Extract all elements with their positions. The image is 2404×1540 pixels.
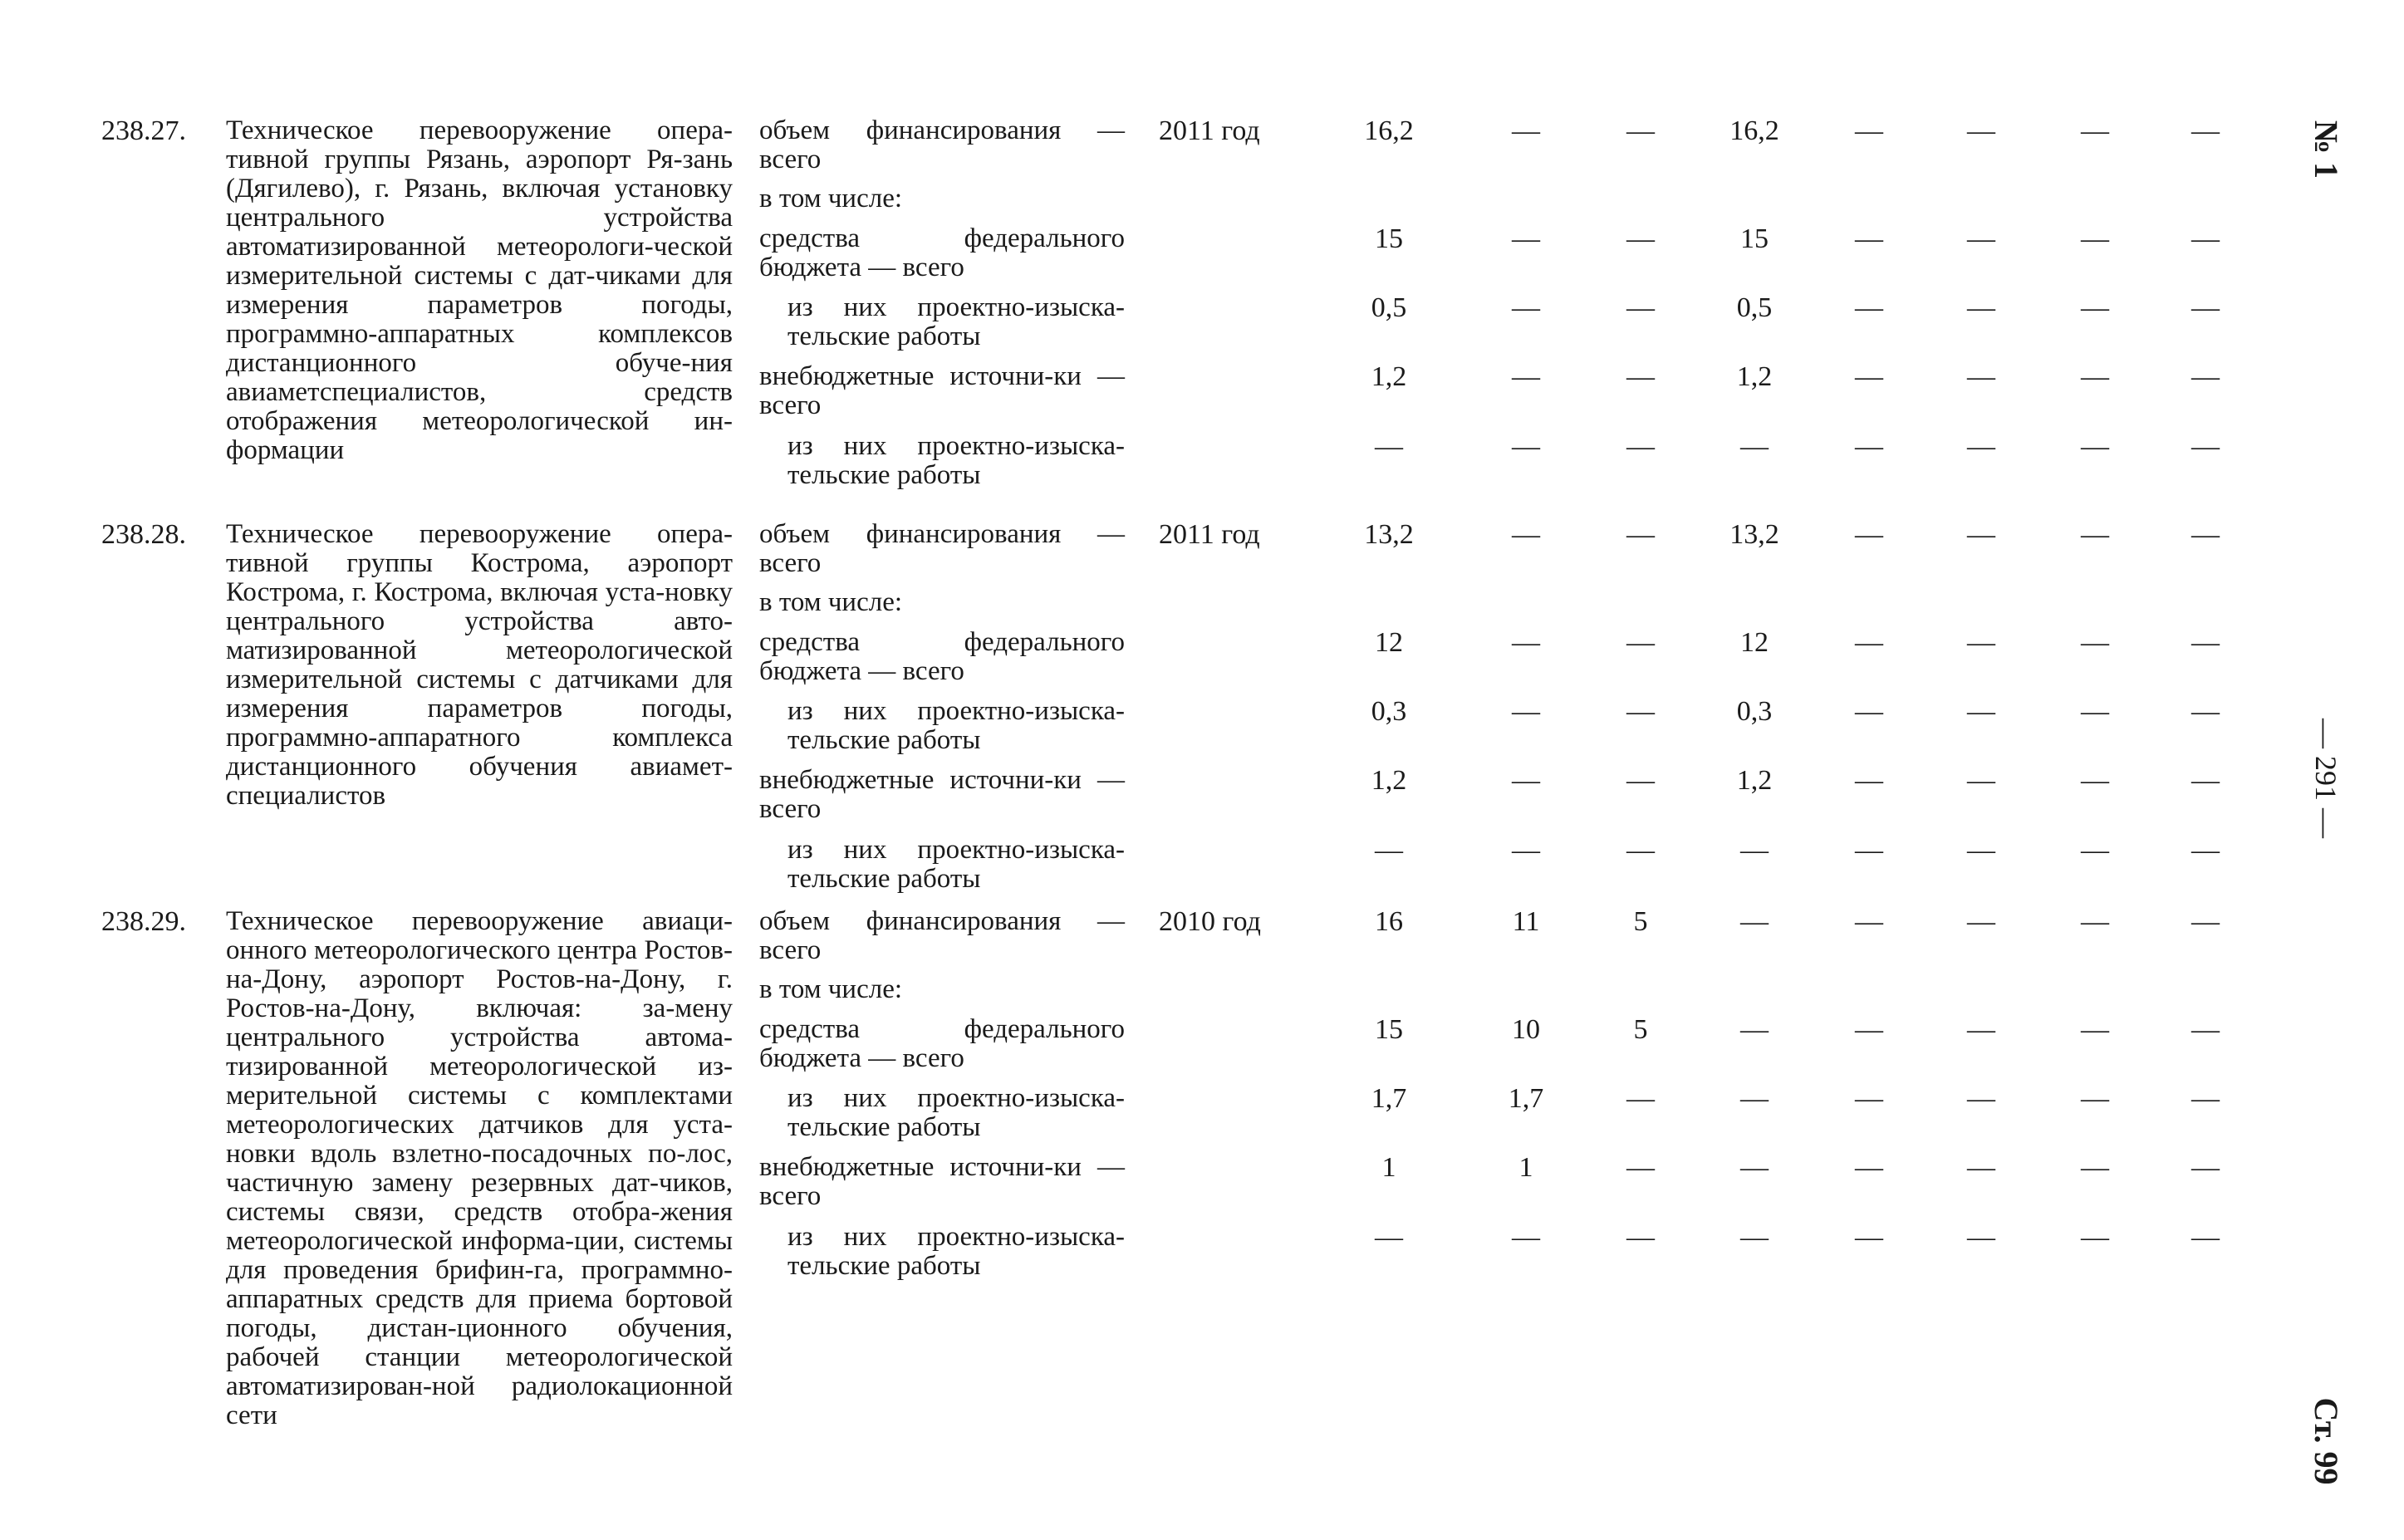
value-cell: — (1626, 835, 1655, 866)
value-cell: — (2191, 906, 2220, 937)
value-cell: — (1967, 519, 1995, 550)
funding-row-total (0, 520, 2404, 586)
value-cell: — (1626, 431, 1655, 462)
value-cell: — (1626, 361, 1655, 392)
row-label: в том числе: (759, 184, 903, 213)
row-label: в том числе: (759, 587, 903, 617)
value-cell: — (2081, 835, 2109, 866)
value-cell: — (1967, 1152, 1995, 1183)
value-cell: — (2191, 1222, 2220, 1253)
value-cell: — (1967, 115, 1995, 146)
row-label: в том числе: (759, 974, 903, 1004)
funding-row-total (0, 116, 2404, 183)
value-cell: — (2081, 627, 2109, 658)
value-cell: — (2081, 223, 2109, 254)
value-cell: — (1740, 1014, 1769, 1045)
value-cell: — (1626, 115, 1655, 146)
value-cell: — (1512, 115, 1540, 146)
value-cell: 0,3 (1371, 696, 1407, 727)
value-cell: — (1626, 1083, 1655, 1114)
row-label: из них проектно-изыска-тельские работы (787, 1083, 1125, 1142)
row-label: объем финансирования — всего (759, 906, 1125, 965)
value-cell: — (1626, 292, 1655, 323)
value-cell: — (1512, 765, 1540, 796)
funding-row-total (0, 907, 2404, 974)
entry-title: Техническое перевооружение авиаци-онного метеорологического центра Ростов-на-Дону, аэропорт Ростов-на-Дону, г. Ростов-на-Дону, включая: за-мену центрального устройства автома-тизированной метеорологической из-мерительной системы с комплектами метеорологических датчиков для уста-новки вдоль взлетно-посадочных по-лос, частичную замену резервных дат-чиков, системы связи, средств отобра-жения метеорологической информа-ции, системы для проведения брифин-га, программно-аппаратных средств для приема бортовой погоды, дистан-ционного обучения, рабочей станции метеорологической автоматизирован-ной радиолокационной сети (226, 906, 733, 1430)
value-cell: — (1626, 765, 1655, 796)
value-cell: 1 (1381, 1152, 1396, 1183)
value-cell: — (1967, 696, 1995, 727)
value-cell: — (1855, 1152, 1883, 1183)
value-cell: 1,2 (1736, 765, 1773, 796)
value-cell: — (1967, 431, 1995, 462)
value-cell: — (2081, 696, 2109, 727)
issue-number: № 1 (2308, 120, 2345, 179)
value-cell: — (1740, 835, 1769, 866)
value-cell: — (1967, 765, 1995, 796)
value-cell: 1,7 (1508, 1083, 1544, 1114)
value-cell: 1,2 (1736, 361, 1773, 392)
value-cell: — (2191, 1083, 2220, 1114)
value-cell: — (1967, 1222, 1995, 1253)
row-label: внебюджетные источни-ки — всего (759, 765, 1125, 824)
value-cell: — (1512, 292, 1540, 323)
funding-row-extrabudget-design (0, 836, 2404, 902)
value-cell: 12 (1740, 627, 1769, 658)
value-cell: 0,3 (1736, 696, 1773, 727)
value-cell: — (2191, 115, 2220, 146)
value-cell: 13,2 (1729, 519, 1779, 550)
value-cell: — (1626, 519, 1655, 550)
funding-row-federal (0, 628, 2404, 694)
value-cell: 15 (1375, 1014, 1403, 1045)
value-cell: — (1626, 1152, 1655, 1183)
value-cell: 12 (1375, 627, 1403, 658)
value-cell: — (1855, 765, 1883, 796)
row-label: из них проектно-изыска-тельские работы (787, 1222, 1125, 1281)
value-cell: 16,2 (1364, 115, 1414, 146)
value-cell: — (1375, 431, 1403, 462)
value-cell: — (1967, 835, 1995, 866)
value-cell: — (1375, 835, 1403, 866)
value-cell: 13,2 (1364, 519, 1414, 550)
value-cell: — (2081, 519, 2109, 550)
value-cell: — (2191, 292, 2220, 323)
value-cell: — (2191, 1014, 2220, 1045)
funding-row-extrabudget (0, 1153, 2404, 1219)
value-cell: — (1740, 1152, 1769, 1183)
value-cell: — (2191, 627, 2220, 658)
value-cell: — (2191, 696, 2220, 727)
value-cell: — (2081, 1152, 2109, 1183)
funding-row-federal (0, 1015, 2404, 1081)
funding-row-federal-design (0, 1084, 2404, 1150)
value-cell: 1,2 (1371, 361, 1407, 392)
value-cell: — (2081, 1222, 2109, 1253)
value-cell: — (1855, 835, 1883, 866)
value-cell: — (1512, 1222, 1540, 1253)
value-cell: — (1967, 1014, 1995, 1045)
row-label: средства федерального бюджета — всего (759, 223, 1125, 282)
value-cell: 1,2 (1371, 765, 1407, 796)
page-number: — 291 — (2309, 719, 2343, 838)
value-cell: — (2191, 1152, 2220, 1183)
value-cell: — (1626, 223, 1655, 254)
value-cell: 10 (1512, 1014, 1540, 1045)
row-label: внебюджетные источни-ки — всего (759, 361, 1125, 420)
funding-row-federal-design (0, 697, 2404, 763)
value-cell: 16 (1375, 906, 1403, 937)
value-cell: — (2081, 1014, 2109, 1045)
row-label: объем финансирования — всего (759, 115, 1125, 174)
value-cell: — (1855, 696, 1883, 727)
row-label: из них проектно-изыска-тельские работы (787, 696, 1125, 755)
entry-number: 238.28. (101, 519, 186, 550)
entry-title: Техническое перевооружение опера-тивной группы Кострома, аэропорт Кострома, г. Кострома, включая уста-новку центрального устройства авто-матизированной метеорологической измерительной системы с датчиками для измерения параметров погоды, программно-аппаратного комплекса дистанционного обучения авиамет-специалистов (226, 519, 733, 811)
value-cell: — (1855, 115, 1883, 146)
value-cell: 15 (1375, 223, 1403, 254)
value-cell: — (1512, 361, 1540, 392)
value-cell: — (1512, 696, 1540, 727)
value-cell: — (1967, 223, 1995, 254)
value-cell: — (1375, 1222, 1403, 1253)
value-cell: — (1512, 223, 1540, 254)
value-cell: — (1855, 1222, 1883, 1253)
value-cell: — (1512, 835, 1540, 866)
value-cell: — (1512, 627, 1540, 658)
value-cell: — (1855, 1083, 1883, 1114)
value-cell: — (2081, 431, 2109, 462)
value-cell: 5 (1633, 906, 1648, 937)
row-label: из них проектно-изыска-тельские работы (787, 292, 1125, 351)
value-cell: — (1855, 361, 1883, 392)
value-cell: — (1512, 431, 1540, 462)
value-cell: — (1855, 906, 1883, 937)
value-cell: 11 (1512, 906, 1540, 937)
value-cell: — (1626, 696, 1655, 727)
funding-row-extrabudget-design (0, 432, 2404, 498)
value-cell: — (1626, 627, 1655, 658)
row-year: 2011 год (1159, 115, 1260, 146)
value-cell: — (1740, 906, 1769, 937)
value-cell: — (2081, 906, 2109, 937)
row-label: средства федерального бюджета — всего (759, 1014, 1125, 1073)
value-cell: — (1967, 627, 1995, 658)
value-cell: — (2191, 223, 2220, 254)
value-cell: 5 (1633, 1014, 1648, 1045)
value-cell: 1,7 (1371, 1083, 1407, 1114)
value-cell: — (2081, 1083, 2109, 1114)
entry-title: Техническое перевооружение опера-тивной группы Рязань, аэропорт Ря-зань (Дягилево), г. Рязань, включая установку центрального устройства автоматизированной метеорологи-ческой измерительной системы с дат-чиками для измерения параметров погоды, программно-аппаратных комплексов дистанционного обуче-ния авиаметспециалистов, средств отображения метеорологической ин-формации (226, 115, 733, 465)
funding-row-federal (0, 224, 2404, 291)
entry-number: 238.29. (101, 906, 186, 937)
value-cell: — (1855, 519, 1883, 550)
value-cell: — (1967, 361, 1995, 392)
value-cell: — (1626, 1222, 1655, 1253)
value-cell: — (2191, 519, 2220, 550)
value-cell: — (1855, 431, 1883, 462)
value-cell: 1 (1518, 1152, 1533, 1183)
value-cell: 0,5 (1736, 292, 1773, 323)
value-cell: — (1512, 519, 1540, 550)
value-cell: — (2191, 835, 2220, 866)
value-cell: — (1740, 1222, 1769, 1253)
value-cell: 0,5 (1371, 292, 1407, 323)
value-cell: 16,2 (1729, 115, 1779, 146)
entry-number: 238.27. (101, 115, 186, 146)
funding-row-extrabudget-design (0, 1223, 2404, 1289)
value-cell: — (1740, 1083, 1769, 1114)
row-label: внебюджетные источни-ки — всего (759, 1152, 1125, 1211)
value-cell: — (1855, 1014, 1883, 1045)
row-year: 2011 год (1159, 519, 1260, 550)
value-cell: — (1740, 431, 1769, 462)
value-cell: — (2081, 765, 2109, 796)
value-cell: — (2191, 431, 2220, 462)
funding-row-extrabudget (0, 766, 2404, 832)
value-cell: — (1967, 292, 1995, 323)
value-cell: 15 (1740, 223, 1769, 254)
row-label: из них проектно-изыска-тельские работы (787, 431, 1125, 490)
row-label: из них проектно-изыска-тельские работы (787, 835, 1125, 894)
value-cell: — (1967, 1083, 1995, 1114)
value-cell: — (1855, 627, 1883, 658)
value-cell: — (2081, 292, 2109, 323)
value-cell: — (2191, 765, 2220, 796)
funding-row-extrabudget (0, 362, 2404, 429)
value-cell: — (1855, 223, 1883, 254)
value-cell: — (2081, 115, 2109, 146)
row-year: 2010 год (1159, 906, 1261, 937)
row-label: объем финансирования — всего (759, 519, 1125, 578)
article-number: Ст. 99 (2308, 1397, 2345, 1485)
value-cell: — (1855, 292, 1883, 323)
row-label: средства федерального бюджета — всего (759, 627, 1125, 686)
value-cell: — (1967, 906, 1995, 937)
funding-row-federal-design (0, 293, 2404, 360)
value-cell: — (2191, 361, 2220, 392)
value-cell: — (2081, 361, 2109, 392)
